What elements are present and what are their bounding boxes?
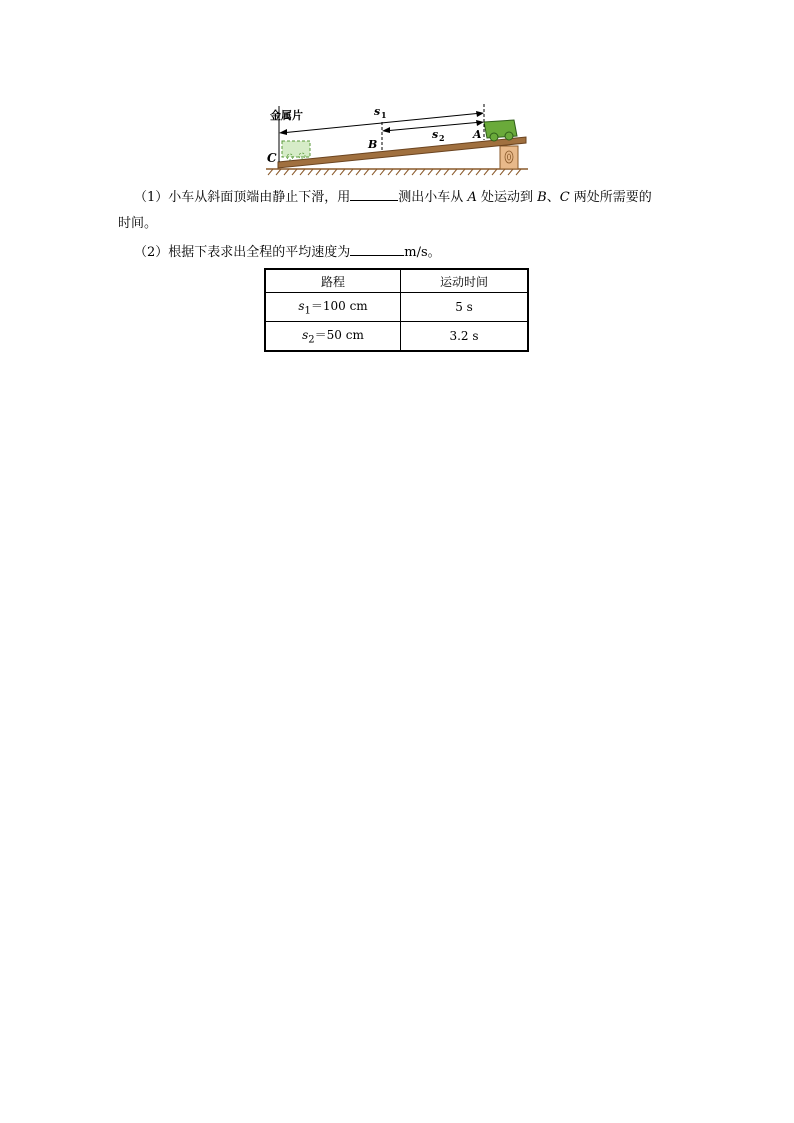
- label-s2-sub: 2: [439, 133, 445, 143]
- label-C: C: [267, 151, 277, 165]
- table-header-row: [265, 269, 528, 293]
- cell-time: 3.2 s: [401, 322, 529, 352]
- cell-time: 5 s: [401, 293, 529, 322]
- data-table: [264, 268, 529, 352]
- incline-diagram: [262, 100, 532, 182]
- incline-svg: [262, 100, 532, 182]
- q1-point-B: B: [537, 190, 547, 205]
- distance-symbol: s: [302, 328, 309, 343]
- distance-value: ＝50 cm: [314, 328, 364, 343]
- header-distance: 路程: [265, 269, 401, 293]
- distance-subscript: 1: [304, 305, 311, 317]
- q1-text-2: 测出小车从: [398, 190, 464, 205]
- q2-text-1: （2）根据下表求出全程的平均速度为: [134, 245, 351, 260]
- label-s1: s: [374, 105, 381, 118]
- q1-text-1: （1）小车从斜面顶端由静止下滑，用: [134, 190, 351, 205]
- label-A: A: [473, 128, 482, 141]
- label-s1-sub: 1: [381, 110, 387, 120]
- table-row: [265, 322, 528, 352]
- header-time: 运动时间: [401, 269, 529, 293]
- ground-hatching: [268, 169, 521, 175]
- distance-value: ＝100 cm: [310, 299, 368, 314]
- distance-subscript: 2: [308, 334, 315, 346]
- q2-answer-blank[interactable]: [350, 241, 404, 256]
- question-2: [134, 241, 441, 263]
- distance-symbol: s: [298, 299, 305, 314]
- table-row: [265, 293, 528, 322]
- q1-text-3: 处运动到: [480, 190, 533, 205]
- question-1: [134, 186, 652, 208]
- incline-board: [278, 137, 526, 168]
- q1-separator: 、: [546, 190, 560, 205]
- wood-block: [500, 146, 518, 169]
- question-1-continued: [118, 214, 157, 234]
- q1-answer-blank[interactable]: [350, 186, 398, 201]
- q1-text-4: 两处所需要的: [573, 190, 652, 205]
- q2-unit: m/s。: [404, 245, 441, 260]
- q1-point-C: C: [559, 190, 570, 205]
- q1-text-5: 时间。: [118, 216, 158, 231]
- ghost-cart: [282, 141, 310, 157]
- cell-distance: [265, 322, 401, 352]
- label-metal: 金属片: [270, 109, 303, 122]
- label-B: B: [368, 138, 378, 151]
- cell-distance: [265, 293, 401, 322]
- q1-point-A: A: [467, 190, 477, 205]
- label-s2: s: [432, 128, 439, 141]
